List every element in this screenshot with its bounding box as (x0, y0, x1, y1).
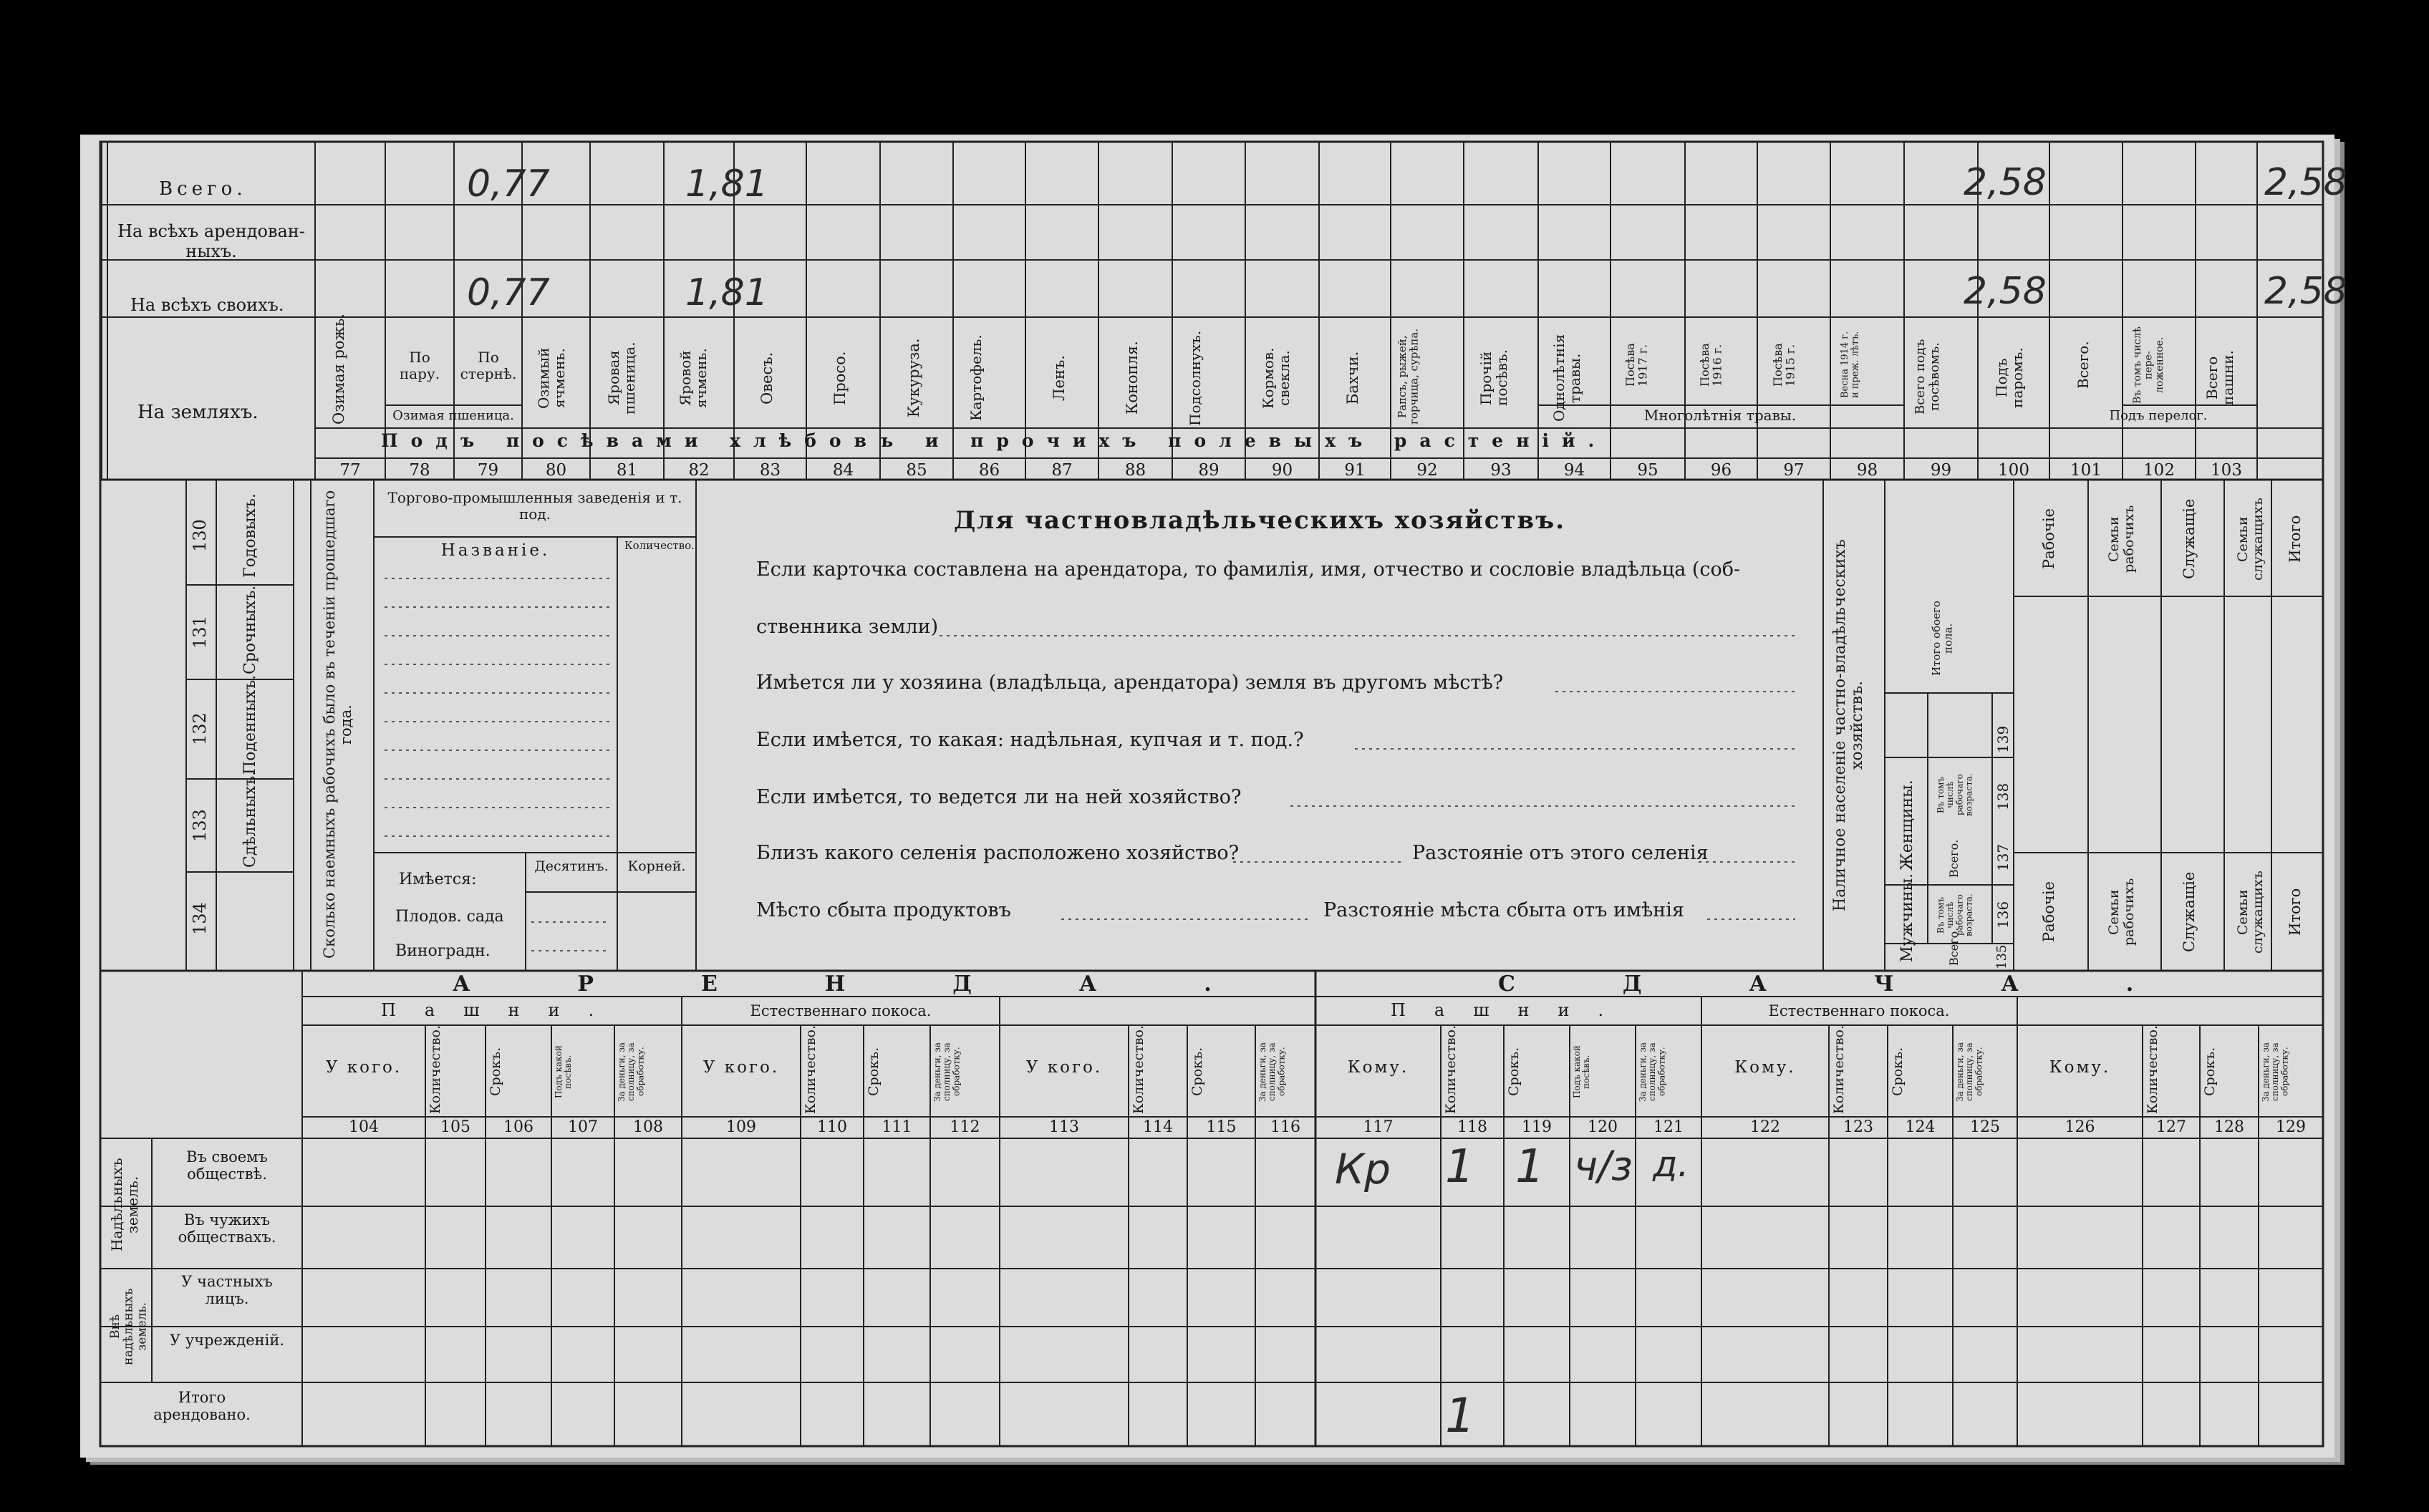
bottom-header-cell: Подъ какой посѣвъ. (1572, 1045, 1592, 1098)
bottom-header-cell: Срокъ. (866, 1047, 882, 1097)
hand-qty: 1 (1445, 1140, 1474, 1193)
hand-own-81: 1,81 (685, 271, 768, 314)
bottom-header-who: Кому. (1347, 1058, 1409, 1077)
bottom-col-number: 127 (2156, 1118, 2186, 1136)
bottom-header-who: У кого. (702, 1058, 780, 1077)
col-header-90: Кормов. свекла. (1260, 347, 1293, 409)
bottom-header-cell: За деньги, за сполницу, за обработку. (1638, 1042, 1667, 1102)
bottom-col-number: 108 (633, 1118, 663, 1136)
top-col-number: 97 (1783, 461, 1805, 480)
bottom-col-number: 115 (1206, 1118, 1237, 1136)
top-col-number: 81 (616, 461, 638, 480)
row-label-total: Всего. (159, 178, 247, 200)
pop-men-working: Въ томъ числѣ рабочаго возраста. (1936, 893, 1974, 936)
bottom-col-number: 128 (2214, 1118, 2244, 1136)
row-institutions: У учрежденій. (169, 1332, 285, 1349)
num-138: 138 (1994, 782, 2012, 811)
top-col-number: 89 (1198, 461, 1220, 480)
col-header-85: Кукуруза. (905, 338, 922, 418)
col-header-87: Ленъ. (1051, 355, 1068, 401)
bottom-header-cell: Количество. (1131, 1024, 1146, 1114)
right-col-servants-2: Служащіе (2181, 871, 2198, 953)
col-header-100: Подъ паромъ. (1993, 347, 2026, 409)
bottom-header-cell: За деньги, за сполницу, за обработку. (1955, 1042, 1984, 1102)
bottom-col-number: 129 (2276, 1118, 2306, 1136)
num-139: 139 (1994, 725, 2012, 754)
trade-qty-header: Количество. (624, 539, 695, 552)
col-header-91: Бахчи. (1344, 351, 1361, 405)
pop-total: Итого обоего пола. (1930, 601, 1955, 677)
right-col-total: Итого (2286, 515, 2304, 563)
hand-total-103: 2,58 (2264, 161, 2347, 204)
bottom-col-number: 114 (1143, 1118, 1173, 1136)
col-header-93: Прочій посѣвъ. (1477, 349, 1510, 407)
workers-yearly: Годовыхъ. (241, 493, 259, 578)
group-non-allotment-lands: Внѣ надѣльныхъ земель. (108, 1288, 150, 1365)
trade-name-header: Названіе. (440, 541, 551, 560)
workers-term: Срочныхъ. (241, 585, 259, 674)
pop-men-total: Всего. (1947, 927, 1961, 966)
row-total-rented: Итого арендовано. (153, 1389, 251, 1424)
top-col-number: 98 (1856, 461, 1878, 480)
top-banner: Подъ посѣвами хлѣбовъ и прочихъ полевыхъ растеній. (381, 430, 1608, 451)
row-own-society: Въ своемъ обществѣ. (186, 1148, 268, 1183)
col-header-95: Посѣва 1917 г. (1623, 343, 1650, 387)
arenda-pashni: Пашни. (381, 1000, 623, 1020)
sdacha-banner: СДАЧА. (1498, 971, 2241, 997)
pop-men: Мужчины. (1898, 873, 1916, 962)
hand-posev: ч/з (1574, 1143, 1633, 1190)
bottom-col-number: 110 (817, 1118, 847, 1136)
col-header-84: Просо. (831, 351, 849, 405)
top-col-number: 91 (1344, 461, 1366, 480)
bottom-header-cell: Количество. (2145, 1024, 2160, 1114)
col-header-88: Конопля. (1124, 341, 1141, 415)
bottom-header-cell: За деньги, за сполницу, за обработку. (932, 1042, 962, 1102)
right-col-total-2: Итого (2286, 888, 2304, 936)
col-header-102: Въ томъ числѣ пере-ложенное. (2132, 326, 2165, 404)
top-col-number: 100 (1998, 461, 2029, 480)
col-header-99: Всего подъ посѣвомъ. (1913, 339, 1942, 415)
bottom-col-number: 126 (2065, 1118, 2095, 1136)
question-1b: ственника земли) (756, 616, 939, 638)
right-col-workers-2: Рабочіе (2040, 881, 2057, 943)
population-vertical-title: Наличное населеніе частно-владѣльческихъ хозяйствъ. (1831, 539, 1867, 911)
bottom-col-number: 109 (726, 1118, 756, 1136)
orchard-label: Плодов. сада (395, 908, 504, 926)
top-col-number: 77 (339, 461, 361, 480)
right-col-servant-families-2: Семьи служащихъ (2235, 871, 2266, 954)
top-col-number: 95 (1637, 461, 1658, 480)
num-135: 135 (1994, 944, 2009, 969)
bottom-col-number: 120 (1588, 1118, 1618, 1136)
bottom-header-cell: За деньги, за сполницу, за обработку. (1257, 1042, 1287, 1102)
right-col-workers: Рабочіе (2040, 508, 2057, 570)
workers-daily: Поденныхъ. (241, 674, 259, 775)
num-136: 136 (1994, 901, 2012, 929)
top-col-number: 96 (1710, 461, 1732, 480)
question-7: Мѣсто сбыта продуктовъ (756, 899, 1011, 921)
top-col-number: 85 (906, 461, 927, 480)
bottom-col-number: 106 (503, 1118, 533, 1136)
bottom-col-number: 116 (1270, 1118, 1300, 1136)
col-header-83: Овесъ. (758, 352, 776, 404)
arenda-pokos: Естественнаго покоса. (750, 1002, 932, 1019)
arenda-banner: АРЕНДА. (453, 971, 1319, 997)
pop-women-working: Въ томъ числѣ рабочаго возраста. (1936, 773, 1974, 816)
col-header-po-paru: По пару. (399, 349, 440, 382)
korney-header: Корней. (627, 858, 686, 874)
hand-pay: д. (1653, 1143, 1689, 1185)
bottom-col-number: 122 (1750, 1118, 1780, 1136)
num-133: 133 (190, 809, 210, 842)
row-other-societies: Въ чужихъ обществахъ. (178, 1211, 276, 1246)
top-col-number: 86 (978, 461, 1000, 480)
sdacha-pokos: Естественнаго покоса. (1768, 1002, 1950, 1019)
bottom-header-cell: За деньги, за сполницу, за обработку. (2261, 1042, 2290, 1102)
hand-total-qty: 1 (1445, 1388, 1475, 1443)
num-134: 134 (190, 902, 210, 935)
bottom-header-who: У кого. (1025, 1058, 1103, 1077)
col-header-89: Подсолнухъ. (1187, 330, 1204, 426)
col-header-94: Однолѣтнія травы. (1550, 334, 1583, 422)
row-label-lands: На земляхъ. (137, 402, 259, 423)
bottom-col-number: 105 (440, 1118, 470, 1136)
bottom-header-cell: Количество. (1831, 1024, 1847, 1114)
group-perelog: Подъ перелог. (2109, 408, 2208, 423)
col-header-98: Весна 1914 г. и преж. лѣтъ. (1840, 331, 1861, 398)
bottom-col-number: 112 (950, 1118, 980, 1136)
top-col-number: 83 (759, 461, 781, 480)
bottom-header-cell: Подъ какой посѣвъ. (554, 1045, 574, 1098)
bottom-header-who: Кому. (2049, 1058, 2111, 1077)
row-private-persons: У частныхъ лицъ. (181, 1273, 273, 1308)
question-8: Разстояніе мѣста сбыта отъ имѣнія (1323, 899, 1684, 921)
trade-title: Торгово-промышленныя заведенія и т. под. (387, 489, 682, 523)
right-col-servant-families: Семьи служащихъ (2235, 498, 2266, 581)
col-header-97: Посѣва 1915 г. (1771, 343, 1797, 387)
top-col-number: 94 (1563, 461, 1585, 480)
top-col-number: 90 (1271, 461, 1293, 480)
bottom-col-number: 119 (1522, 1118, 1552, 1136)
bottom-col-number: 107 (568, 1118, 598, 1136)
top-col-number: 102 (2143, 461, 2175, 480)
hand-srok: 1 (1515, 1140, 1545, 1193)
col-header-86: Картофель. (967, 334, 985, 422)
question-5: Близъ какого селенія расположено хозяйство? (756, 842, 1240, 864)
top-col-number: 93 (1490, 461, 1512, 480)
group-allotment-lands: Надѣльныхъ земель. (108, 1158, 141, 1252)
hand-komu: Кр (1335, 1145, 1391, 1193)
col-header-po-sterne: По стернѣ. (460, 349, 517, 382)
top-col-number: 92 (1416, 461, 1438, 480)
bottom-col-number: 111 (882, 1118, 912, 1136)
right-col-worker-families: Семьи рабочихъ (2106, 505, 2137, 573)
num-137: 137 (1994, 843, 2012, 872)
bottom-header-who: У кого. (325, 1058, 402, 1077)
question-1a: Если карточка составлена на арендатора, то фамилія, имя, отчество и сословіе владѣльца (соб- (756, 558, 1741, 581)
num-131: 131 (190, 616, 210, 649)
bottom-header-cell: Количество. (1443, 1024, 1459, 1114)
top-col-number: 101 (2070, 461, 2102, 480)
top-col-number: 84 (832, 461, 854, 480)
top-col-number: 103 (2211, 461, 2242, 480)
row-label-own: На всѣхъ своихъ. (130, 295, 284, 315)
top-col-number: 82 (688, 461, 710, 480)
private-farms-title: Для частновладѣльческихъ хозяйствъ. (953, 506, 1566, 535)
top-col-number: 99 (1930, 461, 1952, 480)
bottom-header-cell: Количество. (428, 1024, 443, 1114)
top-col-number: 78 (409, 461, 430, 480)
bottom-col-number: 124 (1905, 1118, 1936, 1136)
hand-total-99: 2,58 (1964, 161, 2047, 204)
sdacha-pashni: Пашни. (1391, 1000, 1633, 1020)
col-header-80: Озимый ячмень. (535, 347, 568, 409)
col-header-103: Всего пашни. (2203, 350, 2236, 406)
num-132: 132 (190, 712, 210, 745)
right-col-worker-families-2: Семьи рабочихъ (2106, 878, 2137, 946)
bottom-col-number: 121 (1653, 1118, 1684, 1136)
col-header-ozim-rozh: Озимая рожь. (330, 314, 347, 425)
bottom-col-number: 113 (1049, 1118, 1079, 1136)
hand-total-78: 0,77 (467, 163, 550, 205)
right-col-servants: Служащіе (2181, 498, 2198, 580)
bottom-header-cell: Количество. (803, 1024, 818, 1114)
bottom-col-number: 123 (1843, 1118, 1873, 1136)
has-label: Имѣется: (399, 871, 477, 888)
row-label-rented: На всѣхъ арендован- ныхъ. (117, 221, 305, 261)
question-3: Если имѣется, то какая: надѣльная, купчая и т. под.? (756, 729, 1304, 751)
hand-total-81: 1,81 (685, 163, 768, 205)
col-header-96: Посѣва 1916 г. (1698, 343, 1724, 387)
top-col-number: 87 (1051, 461, 1073, 480)
hand-own-103: 2,58 (2264, 270, 2347, 313)
question-6: Разстояніе отъ этого селенія (1412, 842, 1709, 864)
desyatin-header: Десятинъ. (534, 858, 609, 874)
vineyard-label: Виноградн. (395, 942, 491, 960)
bottom-header-cell: За деньги, за сполницу, за обработку. (617, 1042, 646, 1102)
bottom-header-cell: Срокъ. (1506, 1047, 1522, 1097)
workers-vertical-title: Сколько наемныхъ рабочихъ было въ теченіи прошедшаго года. (321, 490, 355, 959)
bottom-header-cell: Срокъ. (1890, 1047, 1906, 1097)
workers-piece: Сдѣльныхъ. (241, 770, 259, 868)
census-card (80, 135, 2347, 1458)
bottom-header-cell: Срокъ. (2202, 1047, 2218, 1097)
pop-women-total: Всего. (1947, 839, 1961, 878)
bottom-col-number: 125 (1970, 1118, 2000, 1136)
bottom-col-number: 117 (1363, 1118, 1394, 1136)
bottom-header-cell: Срокъ. (1189, 1047, 1205, 1097)
bottom-header-cell: Срокъ. (488, 1047, 503, 1097)
group-ozim-wheat: Озимая пшеница. (392, 408, 514, 423)
pop-women: Женщины. (1898, 780, 1916, 871)
col-header-82: Яровой ячмень. (677, 348, 710, 408)
bottom-header-who: Кому. (1734, 1058, 1796, 1077)
group-perennial-grass: Многолѣтнія травы. (1643, 407, 1797, 424)
col-header-92: Рапсъ, рыжей, горчица, сурѣпа. (1396, 328, 1421, 425)
col-header-81: Яровая пшеница. (605, 341, 638, 415)
question-2: Имѣется ли у хозяина (владѣльца, арендатора) земля въ другомъ мѣстѣ? (756, 672, 1504, 694)
top-col-number: 88 (1124, 461, 1146, 480)
top-col-number: 80 (545, 461, 567, 480)
question-4: Если имѣется, то ведется ли на ней хозяйство? (756, 786, 1242, 808)
bottom-col-number: 118 (1457, 1118, 1487, 1136)
bottom-col-number: 104 (349, 1118, 379, 1136)
hand-own-99: 2,58 (1964, 270, 2047, 313)
top-col-number: 79 (477, 461, 499, 480)
hand-own-78: 0,77 (467, 271, 550, 314)
col-header-101: Всего. (2075, 341, 2092, 389)
num-130: 130 (190, 519, 210, 552)
